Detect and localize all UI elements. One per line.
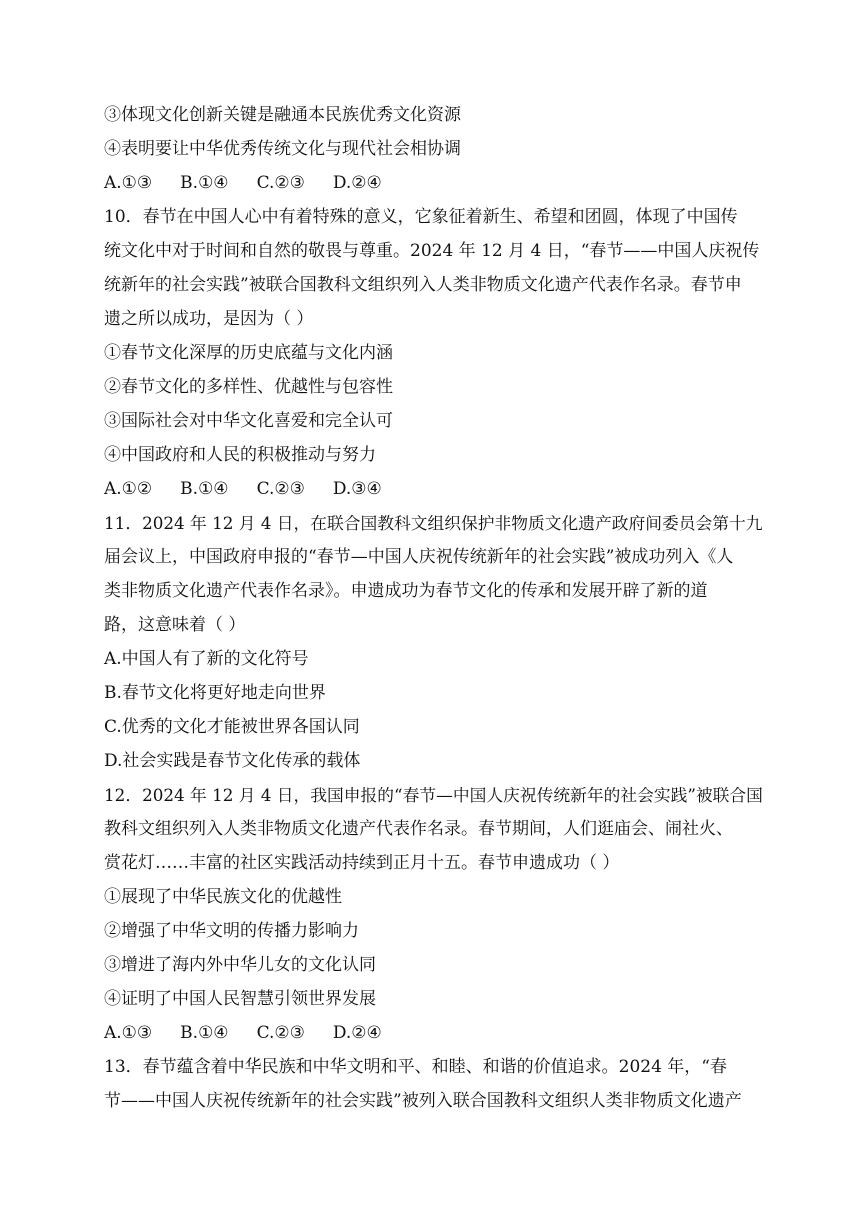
q9-options (104, 166, 764, 200)
q13-stem-line-2: 节——中国人庆祝传统新年的社会实践”被列入联合国教科文组织人类非物质文化遗产 (104, 1091, 742, 1111)
q10-stem-line-1: 10．春节在中国人心中有着特殊的意义，它象征着新生、希望和团圆，体现了中国传 (104, 207, 738, 227)
q11-stem-line-3: 类非物质文化遗产代表作名录》。申遗成功为春节文化的传承和发展开辟了新的道 (104, 581, 708, 601)
q10-options (104, 472, 764, 506)
q11-option-b: B.春节文化将更好地走向世界 (104, 683, 326, 703)
q10-option-d: D.③④ (332, 479, 382, 499)
q10-item-4: ④中国政府和人民的积极推动与努力 (104, 445, 376, 465)
q9-option-c: C.②③ (256, 173, 305, 193)
q10-item-1: ①春节文化深厚的历史底蕴与文化内涵 (104, 343, 393, 363)
q9-option-d: D.②④ (332, 173, 382, 193)
q12-item-2: ②增强了中华文明的传播力影响力 (104, 921, 359, 941)
q10-option-b: B.①④ (180, 479, 229, 499)
q12-stem-line-3: 赏花灯……丰富的社区实践活动持续到正月十五。春节申遗成功（ ） (104, 853, 620, 873)
q12-option-b: B.①④ (180, 1023, 229, 1043)
q11-stem-line-1: 11．2024 年 12 月 4 日，在联合国教科文组织保护非物质文化遗产政府间委员会第十九 (104, 513, 763, 533)
q10-item-2: ②春节文化的多样性、优越性与包容性 (104, 377, 393, 397)
q11-option-c: C.优秀的文化才能被世界各国认同 (104, 717, 360, 737)
q10-stem-line-4: 遗之所以成功，是因为（ ） (104, 309, 314, 329)
q12-option-a: A.①③ (104, 1023, 153, 1043)
q12-options (104, 1016, 764, 1050)
q12-option-d: D.②④ (332, 1023, 382, 1043)
q11-stem-line-4: 路，这意味着（ ） (104, 615, 246, 635)
q13-stem-line-1: 13．春节蕴含着中华民族和中华文明和平、和睦、和谐的价值追求。2024 年，“春 (104, 1057, 727, 1077)
q11-option-a: A.中国人有了新的文化符号 (104, 649, 309, 669)
q12-stem-line-2: 教科文组织列入人类非物质文化遗产代表作名录。春节期间，人们逛庙会、闹社火、 (104, 819, 733, 839)
q12-option-c: C.②③ (256, 1023, 305, 1043)
q9-option-a: A.①③ (104, 173, 153, 193)
q12-item-1: ①展现了中华民族文化的优越性 (104, 887, 342, 907)
q12-item-4: ④证明了中国人民智慧引领世界发展 (104, 989, 376, 1009)
q12-item-3: ③增进了海内外中华儿女的文化认同 (104, 955, 376, 975)
q9-item-4: ④表明要让中华优秀传统文化与现代社会相协调 (104, 139, 461, 159)
q10-stem-line-3: 统新年的社会实践”被联合国教科文组织列入人类非物质文化遗产代表作名录。春节申 (104, 275, 742, 295)
question-content (104, 98, 764, 1118)
q10-item-3: ③国际社会对中华文化喜爱和完全认可 (104, 411, 393, 431)
q12-stem-line-1: 12．2024 年 12 月 4 日，我国申报的“春节—中国人庆祝传统新年的社会实践”被联合国 (104, 785, 763, 805)
q9-option-b: B.①④ (180, 173, 229, 193)
q11-stem-line-2: 届会议上，中国政府申报的“春节—中国人庆祝传统新年的社会实践”被成功列入《人 (104, 547, 734, 567)
q10-stem-line-2: 统文化中对于时间和自然的敬畏与尊重。2024 年 12 月 4 日，“春节——中国人庆祝传 (104, 241, 760, 261)
q9-item-3: ③体现文化创新关键是融通本民族优秀文化资源 (104, 105, 461, 125)
q10-option-a: A.①② (104, 479, 153, 499)
q10-option-c: C.②③ (256, 479, 305, 499)
q11-option-d: D.社会实践是春节文化传承的载体 (104, 751, 361, 771)
